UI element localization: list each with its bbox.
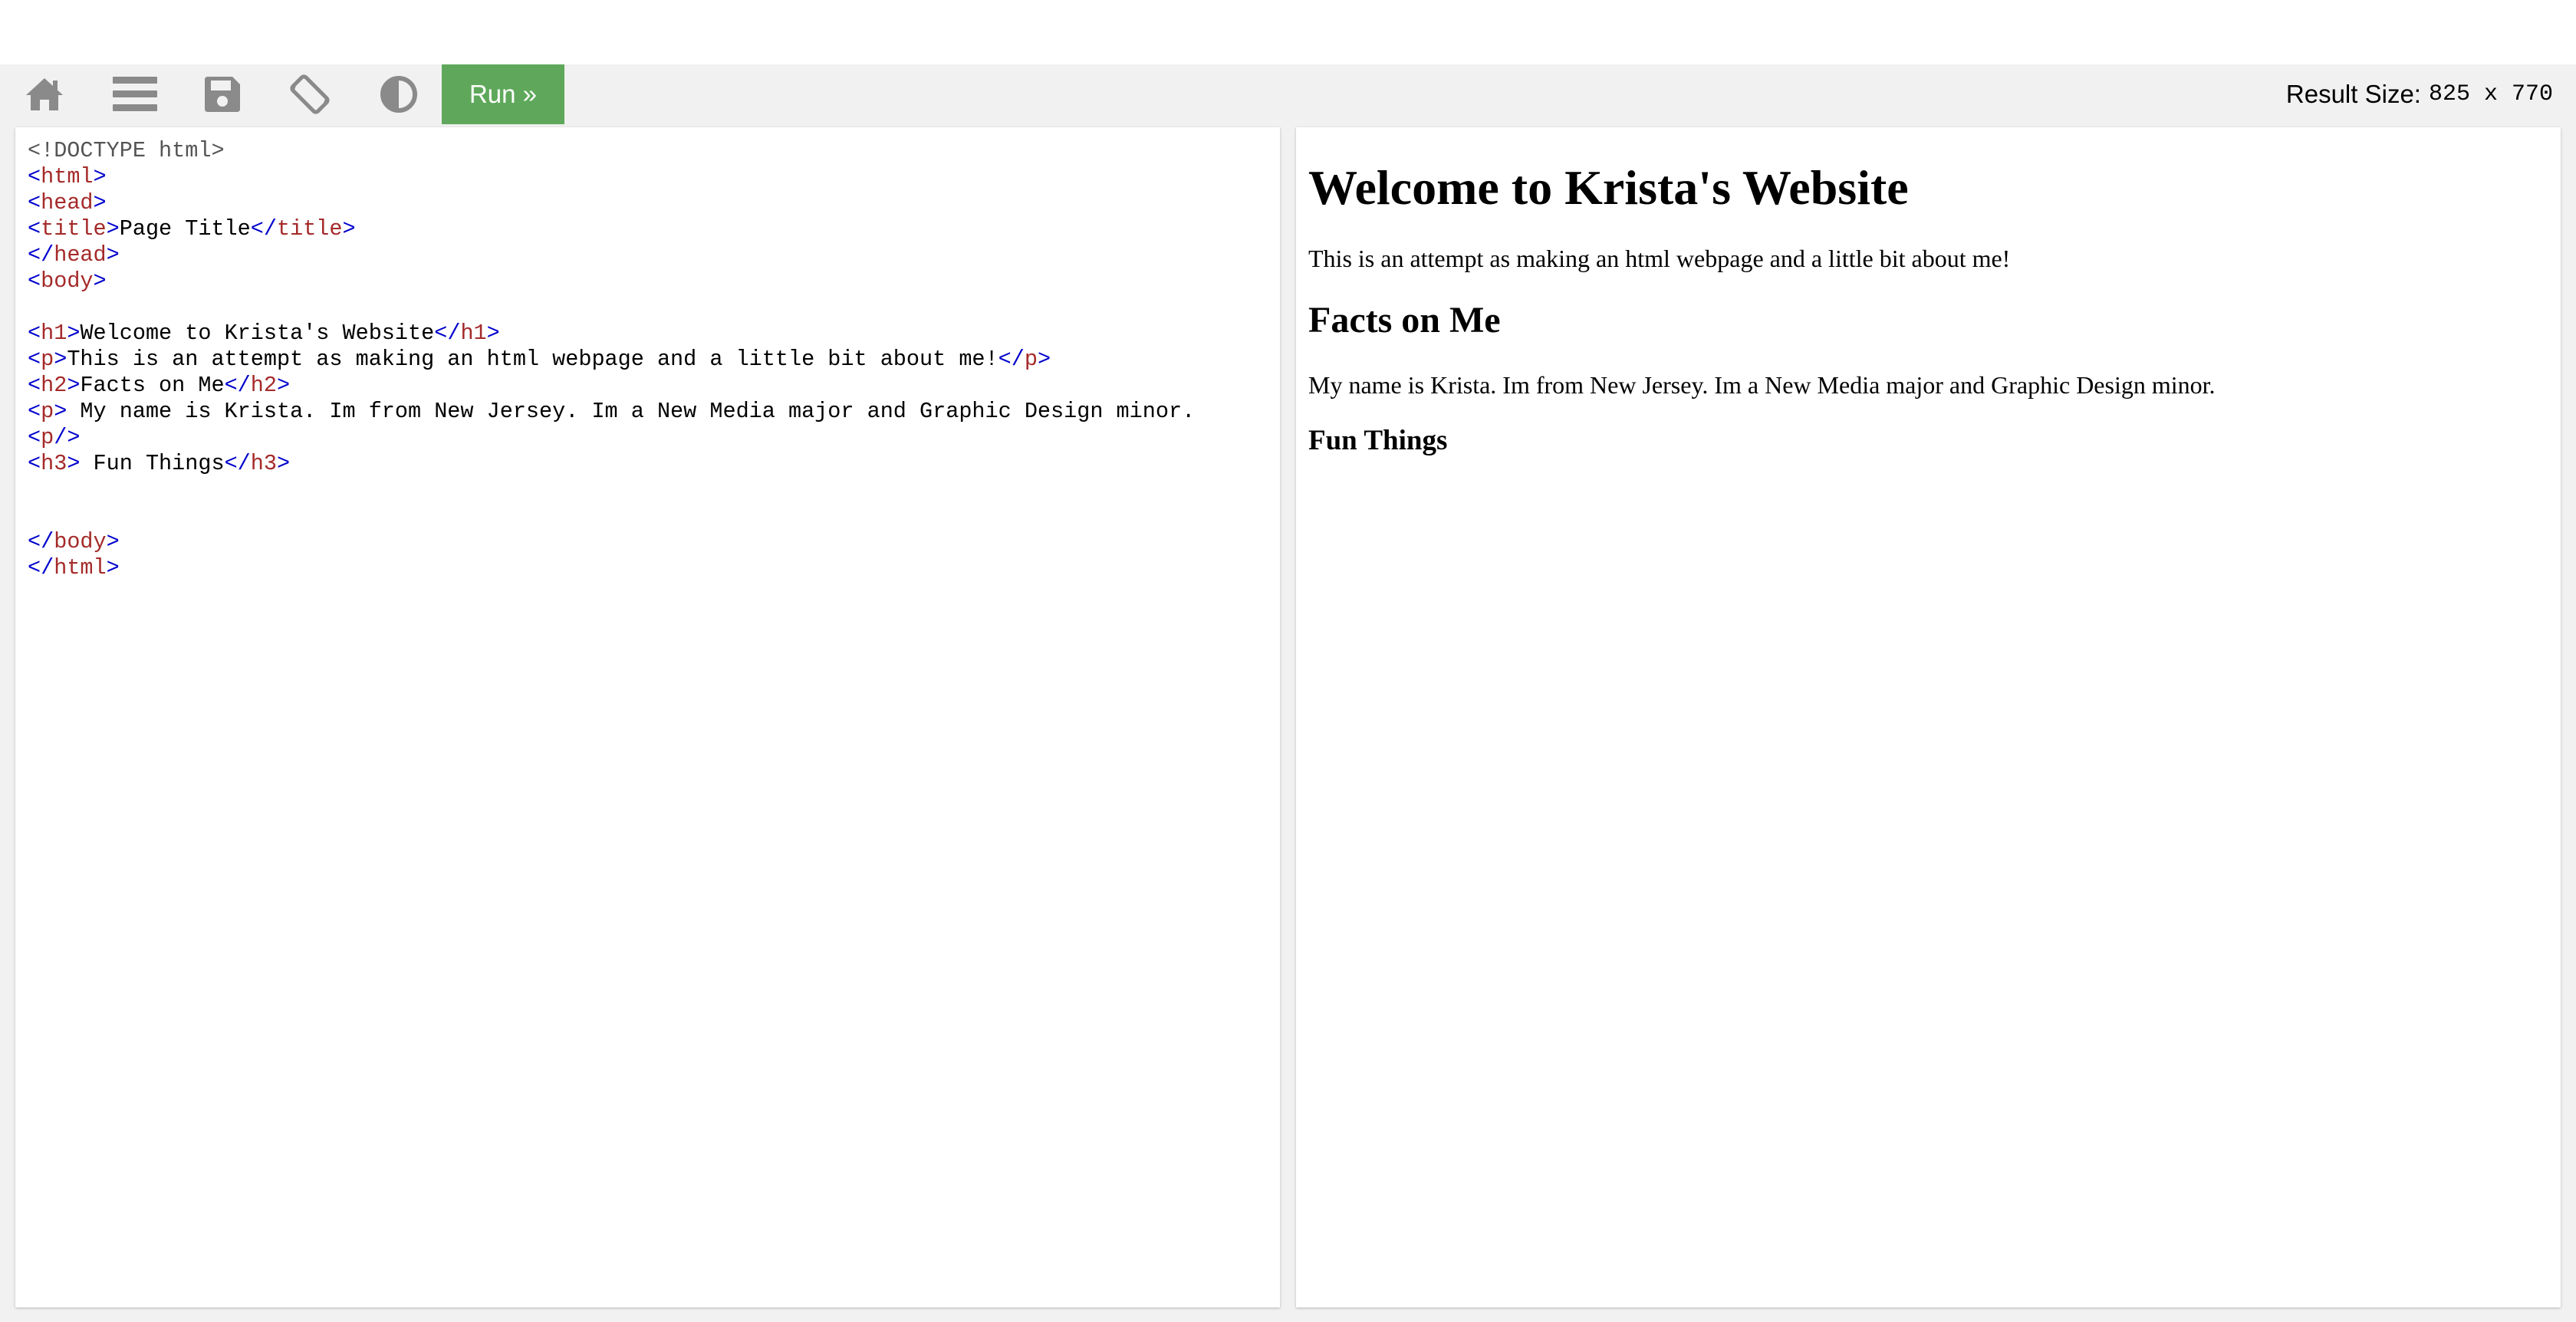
code-token: </ [28, 555, 54, 580]
code-token: > [54, 347, 67, 372]
code-token: h3 [250, 451, 278, 476]
code-token: > [342, 216, 356, 242]
code-token: > [106, 242, 120, 268]
code-token: p [41, 399, 54, 424]
code-token: > [67, 373, 81, 398]
code-token: < [28, 321, 41, 346]
code-token: html [54, 555, 107, 580]
code-token: > [67, 451, 81, 476]
code-line [28, 503, 1195, 529]
code-token: h1 [41, 321, 67, 346]
code-token: < [28, 268, 41, 294]
code-token: > [93, 190, 107, 215]
code-token: body [54, 529, 107, 554]
code-token: h2 [250, 373, 278, 398]
code-token: </ [224, 451, 251, 476]
result-panel [1296, 127, 2561, 1307]
result-size [2286, 64, 2553, 124]
contrast-icon[interactable] [354, 64, 442, 124]
code-token: < [28, 399, 41, 424]
code-line [28, 399, 1195, 425]
code-editor[interactable] [28, 138, 1195, 581]
code-token: < [28, 451, 41, 476]
code-line [28, 242, 1195, 268]
code-token: </ [28, 242, 54, 268]
toolbar [0, 64, 2576, 124]
code-token: Page Title [119, 216, 251, 242]
code-token: title [41, 216, 107, 242]
code-token: < [28, 190, 41, 215]
rotate-icon[interactable] [265, 64, 354, 124]
code-line [28, 190, 1195, 216]
code-token: p [41, 425, 54, 450]
home-icon[interactable] [0, 64, 88, 124]
code-token: /> [54, 425, 81, 450]
code-token: body [41, 268, 94, 294]
result-paragraph-1: This is an attempt as making an html webpage and a little bit about me! [1308, 244, 2011, 272]
code-token: Fun Things [80, 451, 225, 476]
code-line [28, 216, 1195, 242]
code-token: My name is Krista. Im from New Jersey. Im a New Media major and Graphic Design minor. [67, 399, 1196, 424]
code-token: </ [28, 529, 54, 554]
top-blank-area [0, 0, 2576, 64]
code-token: < [28, 347, 41, 372]
code-token: < [28, 164, 41, 189]
code-token: This is an attempt as making an html webpage and a little bit about me! [67, 347, 998, 372]
code-token: > [106, 529, 120, 554]
code-token: </ [434, 321, 461, 346]
save-icon[interactable] [178, 64, 266, 124]
result-paragraph-2: My name is Krista. Im from New Jersey. Im a New Media major and Graphic Design minor. [1308, 371, 2216, 400]
workspace [0, 124, 2576, 1322]
code-token: head [41, 190, 94, 215]
code-line [28, 138, 1195, 164]
code-token: h3 [41, 451, 67, 476]
code-line [28, 321, 1195, 347]
code-token: head [54, 242, 107, 268]
code-token: > [54, 399, 67, 424]
code-token: > [67, 321, 81, 346]
code-token: </ [998, 347, 1025, 372]
code-token: h1 [460, 321, 487, 346]
code-line [28, 529, 1195, 555]
code-line [28, 425, 1195, 451]
result-heading-3: Fun Things [1308, 424, 1448, 456]
code-token: > [277, 451, 291, 476]
code-token: < [28, 373, 41, 398]
menu-icon[interactable] [90, 64, 179, 124]
code-token: Facts on Me [80, 373, 225, 398]
code-token: html [41, 164, 94, 189]
result-size-value: 825 x 770 [2428, 81, 2553, 107]
code-editor-panel[interactable] [15, 127, 1280, 1307]
code-token: <!DOCTYPE html> [28, 138, 225, 163]
code-token: > [106, 216, 120, 242]
code-token: </ [224, 373, 251, 398]
code-line [28, 477, 1195, 503]
code-token: </ [250, 216, 277, 242]
code-token: < [28, 216, 41, 242]
code-token: > [1037, 347, 1051, 372]
code-line [28, 555, 1195, 581]
code-line [28, 294, 1195, 321]
code-line [28, 164, 1195, 190]
code-token: title [276, 216, 343, 242]
code-line [28, 373, 1195, 399]
code-token: p [1024, 347, 1038, 372]
result-heading-2: Facts on Me [1308, 299, 1501, 340]
code-token: > [486, 321, 500, 346]
code-token: > [93, 268, 107, 294]
code-token: Welcome to Krista's Website [80, 321, 435, 346]
code-token: > [106, 555, 120, 580]
code-line [28, 347, 1195, 373]
result-heading-1: Welcome to Krista's Website [1308, 160, 1909, 215]
code-token: h2 [41, 373, 67, 398]
result-size-label: Result Size: [2285, 80, 2421, 108]
code-token: > [93, 164, 107, 189]
code-line [28, 451, 1195, 477]
rendered-page [1308, 127, 2548, 457]
code-line [28, 268, 1195, 294]
code-token: p [41, 347, 54, 372]
code-token: > [277, 373, 291, 398]
code-token: < [28, 425, 41, 450]
run-button[interactable]: Run » [442, 64, 564, 124]
